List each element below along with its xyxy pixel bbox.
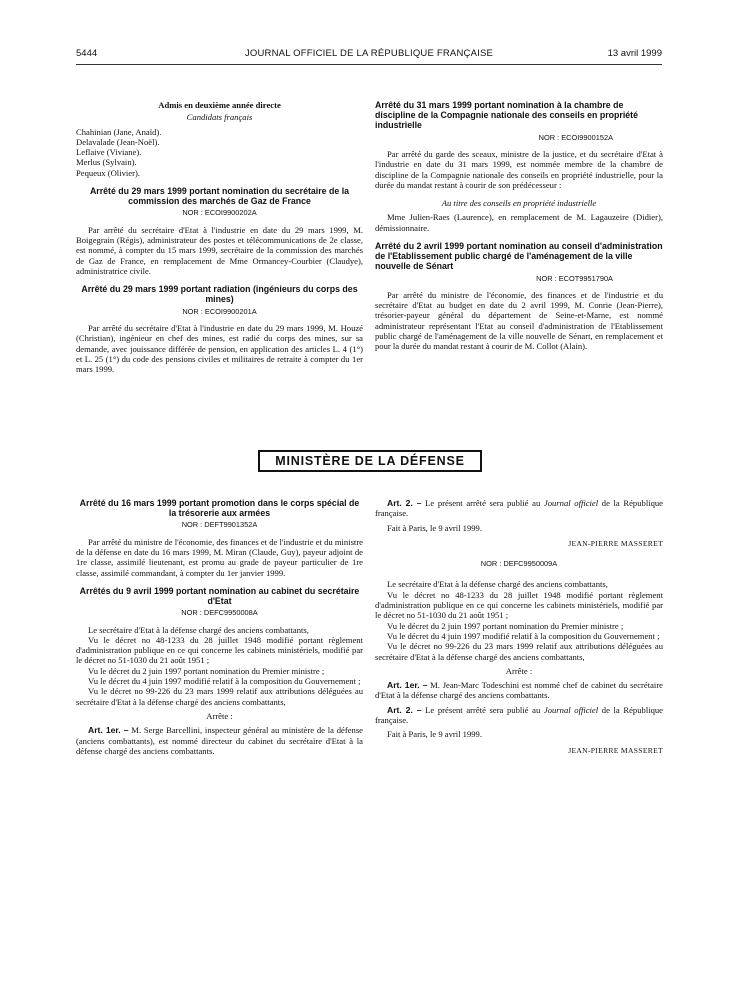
signature: JEAN-PIERRE MASSERET <box>568 745 663 755</box>
article-text <box>375 498 663 519</box>
nor-code: NOR : ECOI9900201A <box>182 306 257 316</box>
article-text: Vu le décret no 48-1233 du 28 juillet 1948 modifié portant règlement d'administration publique en ce qui concerne les cabinets ministériels, modifié par le décret no 51-1030 du 21 août 1951 ; <box>76 634 363 666</box>
article-subheading: Au titre des conseils en propriété industrielle <box>441 198 597 209</box>
arrete-label: Arrête : <box>206 710 233 721</box>
issue-date: 13 avril 1999 <box>607 48 662 59</box>
article-text: Vu le décret du 4 juin 1997 modifié relatif à la composition du Gouvernement ; <box>88 676 361 687</box>
list-item: Pequeux (Olivier). <box>76 167 140 178</box>
article-text: Vu le décret du 2 juin 1997 portant nomination du Premier ministre ; <box>88 665 325 676</box>
article-text: Vu le décret no 48-1233 du 28 juillet 1948 modifié portant règlement d'administration publique en ce qui concerne les cabinets ministériels, modifié par le décret no 51-1030 du 21 août 1951 ; <box>375 589 663 621</box>
art-label: Art. 1er. – <box>387 680 428 691</box>
nor-code: NOR : DEFC9950009A <box>480 559 558 569</box>
art-label: Art. 2. – <box>387 498 422 508</box>
candidate-list <box>76 127 363 178</box>
art-body: M. Serge Barcellini, inspecteur général au ministère de la défense (anciens combattants), est nommé directeur du cabinet du secrétaire d'Etat à la défense chargé des anciens combattants. <box>76 725 363 756</box>
art-body: M. Jean-Marc Todeschini est nommé chef de cabinet du secrétaire d'Etat à la défense chargé des anciens combattants. <box>375 680 663 701</box>
article-text: Par arrêté du ministre de l'économie, des finances et de l'industrie et du secrétaire d'Etat au budget en date du 2 avril 1999, M. Conrie (Jean-Pierre), trésorier-payeur général du département de Seine-et-Marne, est nommé administrateur représentant l'Etat au conseil d'administration de l'Etablissement public chargé de l'aménagement de la ville nouvelle de Sénart, en remplacement et pour la durée du mandat restant à courir de M. Collot (Alain). <box>375 289 663 352</box>
list-item: Chahinian (Jane, Anaïd). <box>76 126 162 137</box>
article-text: Vu le décret no 99-226 du 23 mars 1999 relatif aux attributions déléguées au secrétaire d'Etat à la défense chargé des anciens combattants, <box>375 641 663 662</box>
article-text: Par arrêté du secrétaire d'Etat à l'industrie en date du 29 mars 1999, M. Boigegrain (Régis), administrateur des postes et télécommunications de 2e classe, est nommé, à compter du 15 mars 1999, secrétaire de la commission des marchés de Gaz de France, en remplacement de Mme Ormancey-Courbier (Claudye), administratrice civile. <box>76 224 363 276</box>
page-number: 5444 <box>76 48 98 59</box>
signature: JEAN-PIERRE MASSERET <box>568 538 663 548</box>
article-text: Par arrêté du secrétaire d'Etat à l'industrie en date du 29 mars 1999, M. Houzé (Christian), ingénieur en chef des mines, est radié du corps des mines, sur sa demande, avec jouissance différée de pension, en application des articles L. 4 (1°) et L. 25 (1°) du code des pensions civiles et militaires de retraite à compter du 1er mars 1999. <box>76 322 363 375</box>
page-header <box>76 48 662 62</box>
article-title: Arrêtés du 9 avril 1999 portant nomination au cabinet du secrétaire d'Etat <box>79 585 360 607</box>
admis-title: Admis en deuxième année directe <box>158 100 281 110</box>
art-label: Art. 2. – <box>387 704 422 715</box>
article-title: Arrêté du 29 mars 1999 portant nomination du secrétaire de la commission des marchés de Gaz de France <box>89 186 350 207</box>
article-text: Vu le décret no 99-226 du 23 mars 1999 relatif aux attributions déléguées au secrétaire d'Etat à la défense chargé des anciens combattants, <box>76 686 363 707</box>
article-text <box>76 725 363 756</box>
art-body: Le présent arrêté sera publié au <box>425 498 544 508</box>
fait-line: Fait à Paris, le 9 avril 1999. <box>387 522 482 533</box>
journal-ref: Journal officiel <box>543 498 599 508</box>
column-right-bottom <box>375 498 663 756</box>
list-item: Merlus (Sylvain). <box>76 157 137 168</box>
article-title: Arrêté du 31 mars 1999 portant nomination à la chambre de discipline de la Compagnie nationale des conseils en propriété industrielle <box>375 100 638 131</box>
nor-code: NOR : ECOT9951790A <box>536 273 613 283</box>
art-body: de la République française. <box>375 704 663 726</box>
article-text: Par arrêté du ministre de l'économie, des finances et de l'industrie et du ministre de la défense en date du 16 mars 1999, M. Miran (Claude, Guy), payeur adjoint de 1re classe, assimilé lieutenant, est promu au grade de payeur particulier de 1re classe, assimilé commandant, à compter du 1er janvier 1999. <box>76 536 363 578</box>
arrete-label: Arrête : <box>505 665 533 676</box>
article-text: Par arrêté du garde des sceaux, ministre de la justice, et du secrétaire d'Etat à l'industrie en date du 31 mars 1999, est nommée membre de la chambre de discipline de la Compagnie nationale des conseils en propriété industrielle, pour la durée du mandat restant à courir de son prédécesseur : <box>375 148 663 190</box>
article-title: Arrêté du 16 mars 1999 portant promotion dans le corps spécial de la trésorerie aux armées <box>79 498 360 519</box>
journal-title: JOURNAL OFFICIEL DE LA RÉPUBLIQUE FRANÇAISE <box>244 48 494 59</box>
column-right-top <box>375 100 663 352</box>
art-label: Art. 1er. – <box>88 725 129 736</box>
art-body: Le présent arrêté sera publié au <box>425 704 544 715</box>
journal-ref: Journal officiel <box>543 704 599 715</box>
nor-code: NOR : DEFT9901352A <box>181 520 258 530</box>
nor-code: NOR : ECOI9900152A <box>538 132 613 142</box>
article-text <box>375 680 663 701</box>
column-left-bottom <box>76 498 363 756</box>
nor-code: NOR : ECOI9900202A <box>182 208 257 218</box>
column-left-top <box>76 100 363 374</box>
article-title: Arrêté du 29 mars 1999 portant radiation (ingénieurs du corps des mines) <box>81 284 358 305</box>
admis-subtitle: Candidats français <box>186 112 253 123</box>
article-text: Le secrétaire d'Etat à la défense chargé des anciens combattants, <box>88 624 309 635</box>
fait-line: Fait à Paris, le 9 avril 1999. <box>387 729 482 740</box>
list-item: Leflaive (Viviane). <box>76 147 142 158</box>
art-body: de la République française. <box>375 498 663 519</box>
article-text: Mme Julien-Raes (Laurence), en remplacement de M. Lagauzeire (Didier), démissionnaire. <box>375 212 663 233</box>
article-text <box>375 705 663 726</box>
header-rule <box>76 64 662 65</box>
list-item: Delavalade (Jean-Noël). <box>76 136 160 147</box>
article-title: Arrêté du 2 avril 1999 portant nomination au conseil d'administration de l'Etablissement public chargé de l'aménagement de la ville nouvelle de Sénart <box>375 240 663 272</box>
article-text: Le secrétaire d'Etat à la défense chargé des anciens combattants, <box>387 579 608 590</box>
section-heading: MINISTÈRE DE LA DÉFENSE <box>258 450 482 472</box>
nor-code: NOR : DEFC9950008A <box>181 608 258 618</box>
article-text: Vu le décret du 4 juin 1997 modifié relatif à la composition du Gouvernement ; <box>387 630 660 641</box>
article-text: Vu le décret du 2 juin 1997 portant nomination du Premier ministre ; <box>387 620 624 631</box>
